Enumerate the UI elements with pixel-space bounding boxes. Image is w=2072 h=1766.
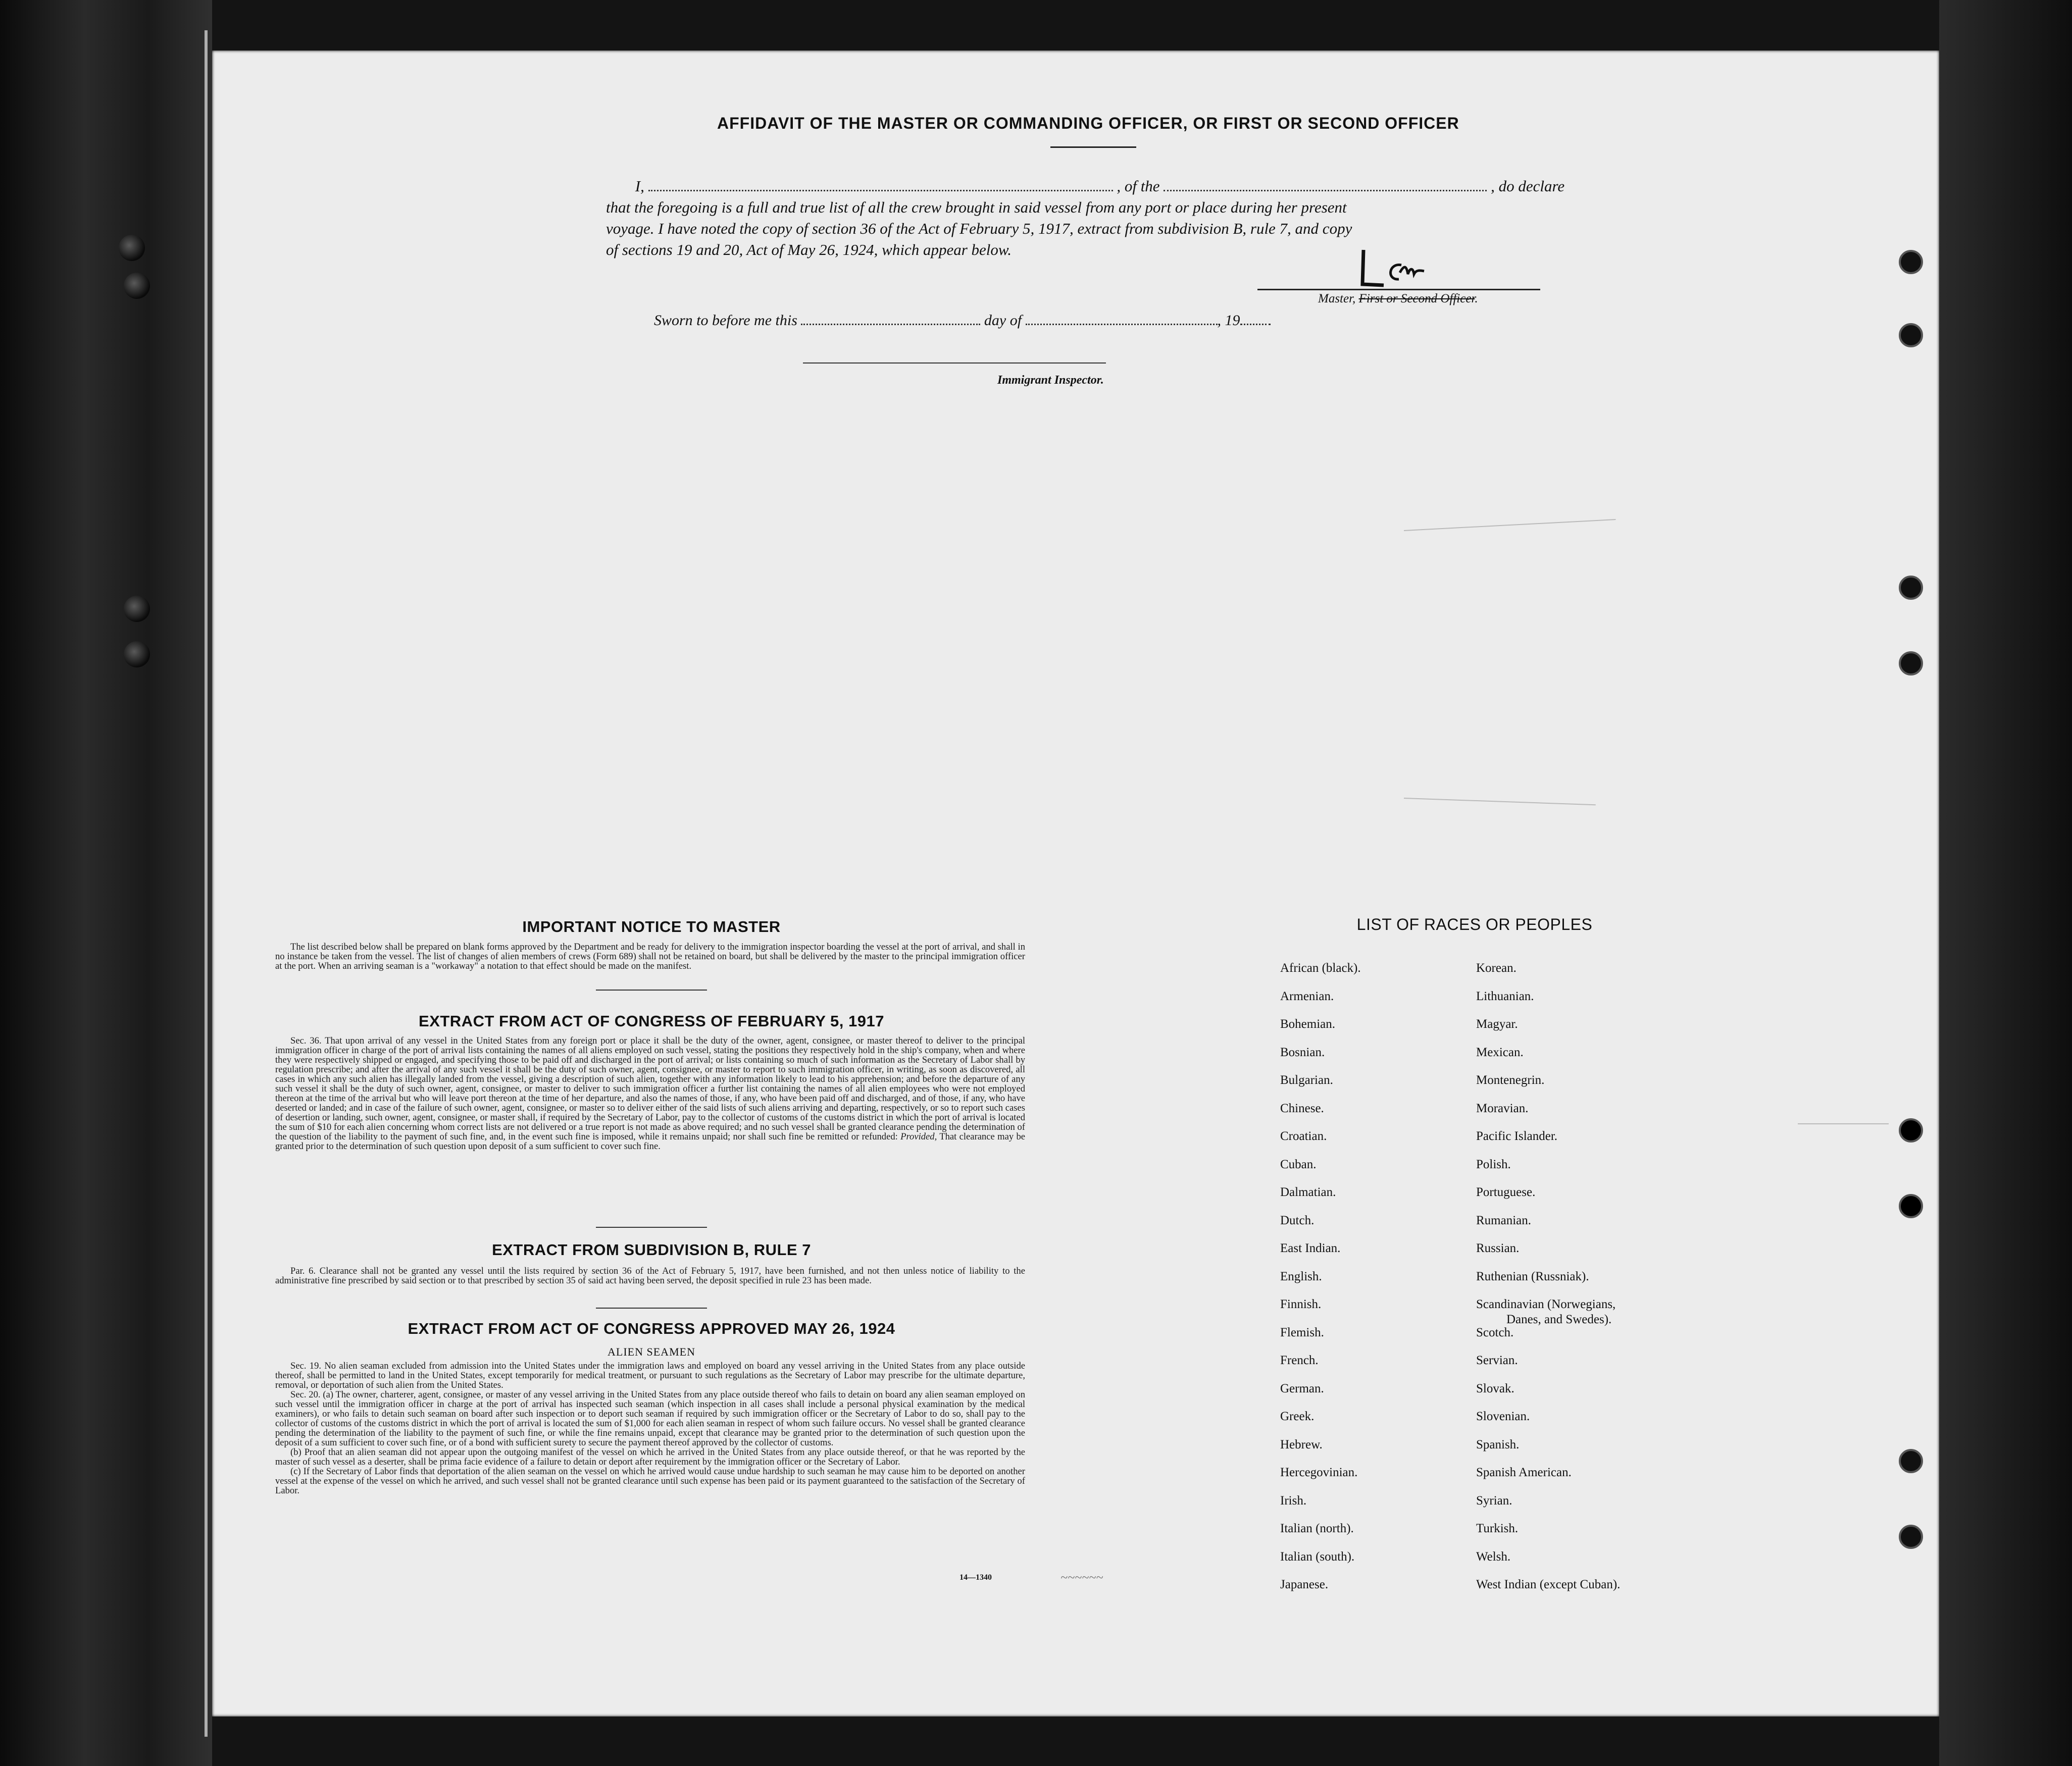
section-divider (596, 1308, 707, 1309)
punch-hole (1899, 1118, 1923, 1142)
declaration-line-4: of sections 19 and 20, Act of May 26, 1924, which appear below. (606, 241, 1012, 258)
sworn-prefix: Sworn to before me this (654, 312, 797, 329)
race-item (1476, 1325, 1620, 1354)
signature-line (1257, 289, 1540, 290)
race-label: African (black). (1280, 961, 1361, 975)
extract-rule7-text (275, 1266, 1025, 1285)
races-left-column (1280, 961, 1361, 1605)
race-label: Bosnian. (1280, 1045, 1325, 1059)
punch-hole (1899, 1194, 1923, 1218)
race-label: English. (1280, 1269, 1322, 1283)
race-label: Finnish. (1280, 1297, 1322, 1311)
race-item (1280, 961, 1361, 989)
race-label: Italian (south). (1280, 1549, 1355, 1564)
race-label: Slovenian. (1476, 1410, 1530, 1423)
vessel-field[interactable] (1164, 190, 1487, 191)
race-item (1280, 1493, 1361, 1522)
race-label: Portuguese. (1476, 1185, 1536, 1199)
name-field[interactable] (648, 190, 1113, 191)
race-item (1280, 1241, 1361, 1269)
race-label: Welsh. (1476, 1549, 1511, 1564)
race-item (1476, 1437, 1620, 1466)
declaration-line-1 (606, 176, 1576, 197)
sec36-provided: Provided, (900, 1131, 937, 1142)
punch-hole (1899, 1449, 1923, 1473)
race-item (1476, 1521, 1620, 1549)
race-item (1280, 1185, 1361, 1213)
declaration-line-3: voyage. I have noted the copy of section 36 of the Act of February 5, 1917, extract from subdivision B, rule 7, and copy (606, 220, 1352, 237)
race-label: Flemish. (1280, 1325, 1324, 1339)
film-hole (124, 273, 150, 299)
sec19-label: Sec. 19. (290, 1361, 322, 1371)
race-item (1280, 1213, 1361, 1241)
race-item (1476, 1185, 1620, 1213)
extract-1924-title: EXTRACT FROM ACT OF CONGRESS APPROVED MAY 26, 1924 (408, 1320, 895, 1337)
race-item (1280, 1157, 1361, 1185)
race-label: Lithuanian. (1476, 989, 1534, 1003)
rule7-paragraph: Par. 6. Clearance shall not be granted any vessel until the lists required by section 36 of the Act of February 5, 1917, have been furnished, and not then unless notice of liability to the administrative fine prescribed by said section or to that prescribed by section 35 of said act having been served, the deposit specified in rule 23 has been made. (275, 1266, 1025, 1286)
race-item (1476, 1045, 1620, 1073)
race-label: Polish. (1476, 1157, 1511, 1171)
sworn-day-field[interactable] (801, 324, 980, 325)
race-label: Bulgarian. (1280, 1073, 1333, 1087)
race-label: Italian (north). (1280, 1522, 1354, 1535)
race-label: Bohemian. (1280, 1017, 1336, 1031)
race-item (1476, 961, 1620, 989)
race-label: Servian. (1476, 1354, 1518, 1367)
race-label: East Indian. (1280, 1241, 1341, 1255)
race-label: French. (1280, 1354, 1319, 1367)
race-label: Greek. (1280, 1410, 1315, 1423)
pencil-mark (1798, 1123, 1889, 1124)
film-hole (119, 235, 145, 261)
race-item (1280, 1269, 1361, 1297)
notice-title: IMPORTANT NOTICE TO MASTER (522, 918, 781, 936)
race-label: Scandinavian (Norwegians, (1476, 1297, 1616, 1311)
race-item (1280, 1297, 1361, 1325)
section-divider (596, 990, 707, 991)
race-label: West Indian (except Cuban). (1476, 1578, 1621, 1591)
race-label: Slovak. (1476, 1381, 1514, 1395)
race-item (1280, 1577, 1361, 1605)
race-label: Pacific Islander. (1476, 1129, 1558, 1143)
race-item (1476, 1381, 1620, 1410)
sworn-month-field[interactable] (1026, 324, 1218, 325)
section-divider (596, 1227, 707, 1228)
film-hole (124, 596, 150, 622)
race-item (1280, 1073, 1361, 1101)
inspector-signature-line (803, 362, 1106, 363)
race-item (1476, 1549, 1620, 1578)
race-label: Chinese. (1280, 1101, 1324, 1115)
race-label: Croatian. (1280, 1129, 1327, 1143)
race-label: Irish. (1280, 1493, 1307, 1508)
sworn-year: , 19 (1217, 312, 1240, 329)
signature-label-end: . (1475, 292, 1478, 305)
race-item (1280, 1017, 1361, 1045)
race-label: German. (1280, 1381, 1324, 1395)
sec20c-paragraph: (c) If the Secretary of Labor finds that deportation of the alien seaman on the vessel on which he arrived would cause undue hardship to such seaman he may cause him to be deported on another vessel at the expense of the vessel on which he arrived, and such vessel shall not be granted clearance until such expense has been paid or its payment guaranteed to the satisfaction of the Secretary of Labor. (275, 1466, 1025, 1496)
signature-label-struck: First or Second Officer (1358, 292, 1475, 305)
declaration-line-2: that the foregoing is a full and true list of all the crew brought in said vessel from any port or place during her present (606, 198, 1347, 216)
film-frame-left (0, 0, 212, 1766)
extract-1917-paragraph (275, 1036, 1025, 1151)
punch-hole (1899, 651, 1923, 676)
race-item (1280, 1549, 1361, 1578)
race-label: Korean. (1476, 961, 1517, 975)
race-item (1476, 1157, 1620, 1185)
race-item (1476, 1073, 1620, 1101)
race-item (1476, 1465, 1620, 1493)
race-item (1280, 1045, 1361, 1073)
declaration-i: I, (635, 177, 644, 195)
race-label: Hercegovinian. (1280, 1466, 1358, 1479)
race-label: Magyar. (1476, 1017, 1518, 1031)
sec19-paragraph (275, 1361, 1025, 1390)
declaration-of-the: , of the (1117, 177, 1160, 195)
signature-label (1318, 292, 1478, 306)
sec20-label: Sec. 20. (290, 1389, 321, 1400)
race-item (1476, 1213, 1620, 1241)
race-label: Dalmatian. (1280, 1185, 1336, 1199)
notice-paragraph: The list described below shall be prepared on blank forms approved by the Department and be ready for delivery to the immigration inspector boarding the vessel at the port of arrival, and shall in no instance be taken from the vessel. The list of changes of alien members of crews (Form 689) shall not be retained on board, but shall be delivered by the master to the principal immigration officer at the port. When an arriving seaman is a "workaway" a notation to that effect should be made on the manifest. (275, 942, 1025, 971)
race-label: Ruthenian (Russniak). (1476, 1269, 1589, 1283)
master-signature (1353, 245, 1434, 290)
sec36-label: Sec. 36. (290, 1035, 322, 1046)
race-item (1280, 1129, 1361, 1157)
race-label: Rumanian. (1476, 1213, 1532, 1227)
race-label: Syrian. (1476, 1493, 1512, 1508)
sworn-year-field[interactable] (1240, 324, 1271, 325)
race-item (1280, 1381, 1361, 1410)
race-label: Mexican. (1476, 1045, 1524, 1059)
race-item (1476, 1577, 1620, 1605)
affidavit-title: AFFIDAVIT OF THE MASTER OR COMMANDING OFFICER, OR FIRST OR SECOND OFFICER (717, 114, 1459, 132)
race-item (1280, 1325, 1361, 1354)
punch-hole (1899, 250, 1923, 274)
race-item (1280, 1409, 1361, 1437)
punch-hole (1899, 1525, 1923, 1549)
race-item (1476, 1101, 1620, 1129)
race-item (1476, 1017, 1620, 1045)
race-item (1476, 1129, 1620, 1157)
race-item (1476, 1353, 1620, 1381)
punch-hole (1899, 323, 1923, 347)
alien-seamen-subtitle: ALIEN SEAMEN (608, 1345, 695, 1358)
race-item (1476, 1493, 1620, 1522)
race-item (1280, 1521, 1361, 1549)
inspector-label: Immigrant Inspector. (997, 374, 1104, 387)
race-item (1280, 1465, 1361, 1493)
race-label: Turkish. (1476, 1522, 1519, 1535)
race-label: Scotch. (1476, 1325, 1514, 1339)
pencil-scribble: ~~~~~~ (1060, 1570, 1103, 1585)
race-label: Cuban. (1280, 1157, 1317, 1171)
signature-label-master: Master, (1318, 292, 1356, 305)
sworn-day-of: day of (984, 312, 1022, 329)
race-item (1280, 1353, 1361, 1381)
sec19-text: No alien seaman excluded from admission into the United States under the immigration laws and employed on board any vessel arriving in the United States from any place outside thereof, shall be permitted to land in the United States, except temporarily for medical treatment, or pursuant to such regulations as the Secretary of Labor may prescribe for the ultimate departure, removal, or deportation of such alien from the United States. (275, 1361, 1025, 1390)
race-label: Russian. (1476, 1241, 1520, 1255)
race-label: Montenegrin. (1476, 1073, 1545, 1087)
race-label: Hebrew. (1280, 1437, 1323, 1451)
race-item (1476, 1409, 1620, 1437)
race-item (1476, 989, 1620, 1017)
film-hole (124, 641, 150, 667)
race-item (1476, 1241, 1620, 1269)
race-label: Moravian. (1476, 1101, 1529, 1115)
title-underline (1050, 146, 1136, 148)
race-item (1476, 1269, 1620, 1297)
sec20a-text: (a) The owner, charterer, agent, consignee, or master of any vessel arriving in the United States from any place outside thereof who fails to detain on board any alien seaman employed on such vessel until the immigration officer in charge at the port of arrival has inspected such seaman (which inspection in all cases shall include a personal physical examination by the medical examiners), or who fails to detain such seaman on board after such inspection or to deport such seaman if required by such immigration officer or the Secretary of Labor to do so, shall pay to the collector of customs of the customs district in which the port of arrival is located the sum of $1,000 for each alien seaman in respect of whom such failure occurs. No vessel shall be granted clearance pending the determination of the liability to the payment of such fine, or while the fine remains unpaid, except that clearance may be granted prior to the determination of such question upon the deposit of a sum sufficient to cover such fine, or of a bond with sufficient surety to secure the payment thereof approved by the collector of customs. (275, 1389, 1026, 1448)
sec20a-paragraph (275, 1390, 1025, 1447)
punch-hole (1899, 576, 1923, 600)
race-label: Dutch. (1280, 1213, 1315, 1227)
extract-1917-title: EXTRACT FROM ACT OF CONGRESS OF FEBRUARY 5, 1917 (419, 1012, 884, 1030)
races-right-column (1476, 961, 1620, 1605)
extract-1924-text (275, 1361, 1025, 1495)
frame-edge-right (1939, 0, 2072, 1766)
race-label: Spanish. (1476, 1437, 1520, 1451)
sec20b-paragraph: (b) Proof that an alien seaman did not appear upon the outgoing manifest of the vessel on which he arrived in the United States from any place outside thereof, or that he was reported by the master of such vessel as a deserter, shall be prima facie evidence of a failure to detain or deport after requirement by the immigration officer or the Secretary of Labor. (275, 1447, 1025, 1467)
race-label: Spanish American. (1476, 1466, 1572, 1479)
form-number: 14—1340 (959, 1573, 992, 1582)
notice-text (275, 942, 1025, 971)
extract-1917-text (275, 1036, 1025, 1151)
extract-rule7-title: EXTRACT FROM SUBDIVISION B, RULE 7 (492, 1241, 811, 1259)
sec36-text-end: That clearance may be granted prior to the determination of such question upon deposit of a sum sufficient to cover such fine. (275, 1131, 1025, 1152)
race-item (1280, 1437, 1361, 1466)
declaration-do-declare: , do declare (1491, 177, 1565, 195)
sec36-text: That upon arrival of any vessel in the United States from any foreign port or place it shall be the duty of the owner, agent, consignee, or master thereof to deliver to the principal immigration officer in charge of the port of arrival lists containing the names of all aliens employed on such vessel, stating the positions they respectively hold in the ship's company, when and where they were respectively shipped or engaged, and specifying those to be paid off and discharged in the port of arrival; or lists containing so much of such information as the Secretary of Labor shall by regulation prescribe; and after the arrival of any such vessel it shall be the duty of such owner, agent, consignee, or master to report to such immigration officer, in writing, as soon as discovered, all cases in which any such alien has illegally landed from the vessel, giving a description of such alien, together with any information likely to lead to his apprehension; and before the departure of any such vessel it shall be the duty of such owner, agent, consignee, or master to deliver to such immigration officer a further list containing the names of all alien employees who were not employed thereon at the time of the arrival but who will leave port thereon at the time of her departure, and also the names of those, if any, who have been paid off and discharged, and of those, if any, who have deserted or landed; and in case of the failure of such owner, agent, consignee, or master so to deliver either of the said lists of such aliens arriving and departing, respectively, or so to report such cases of desertion or landing, such owner, agent, consignee, or master shall, if required by the Secretary of Labor, pay to the collector of customs of the customs district in which the port of arrival is located the sum of $10 for each alien concerning whom correct lists are not delivered or a true report is not made as above required; and no such vessel shall be granted clearance pending the determination of the question of the liability to the payment of such fine, and, in the event such fine is imposed, while it remains unpaid; nor shall such fine be remitted or refunded: (275, 1035, 1026, 1142)
frame-edge-line (205, 30, 208, 1737)
race-item (1280, 989, 1361, 1017)
races-title: LIST OF RACES OR PEOPLES (1356, 915, 1593, 933)
race-label: Armenian. (1280, 989, 1334, 1003)
race-item (1476, 1297, 1620, 1325)
race-label-continued: Danes, and Swedes). (1506, 1313, 1612, 1326)
race-label: Japanese. (1280, 1578, 1329, 1591)
sworn-line (654, 312, 1271, 329)
race-item (1280, 1101, 1361, 1129)
